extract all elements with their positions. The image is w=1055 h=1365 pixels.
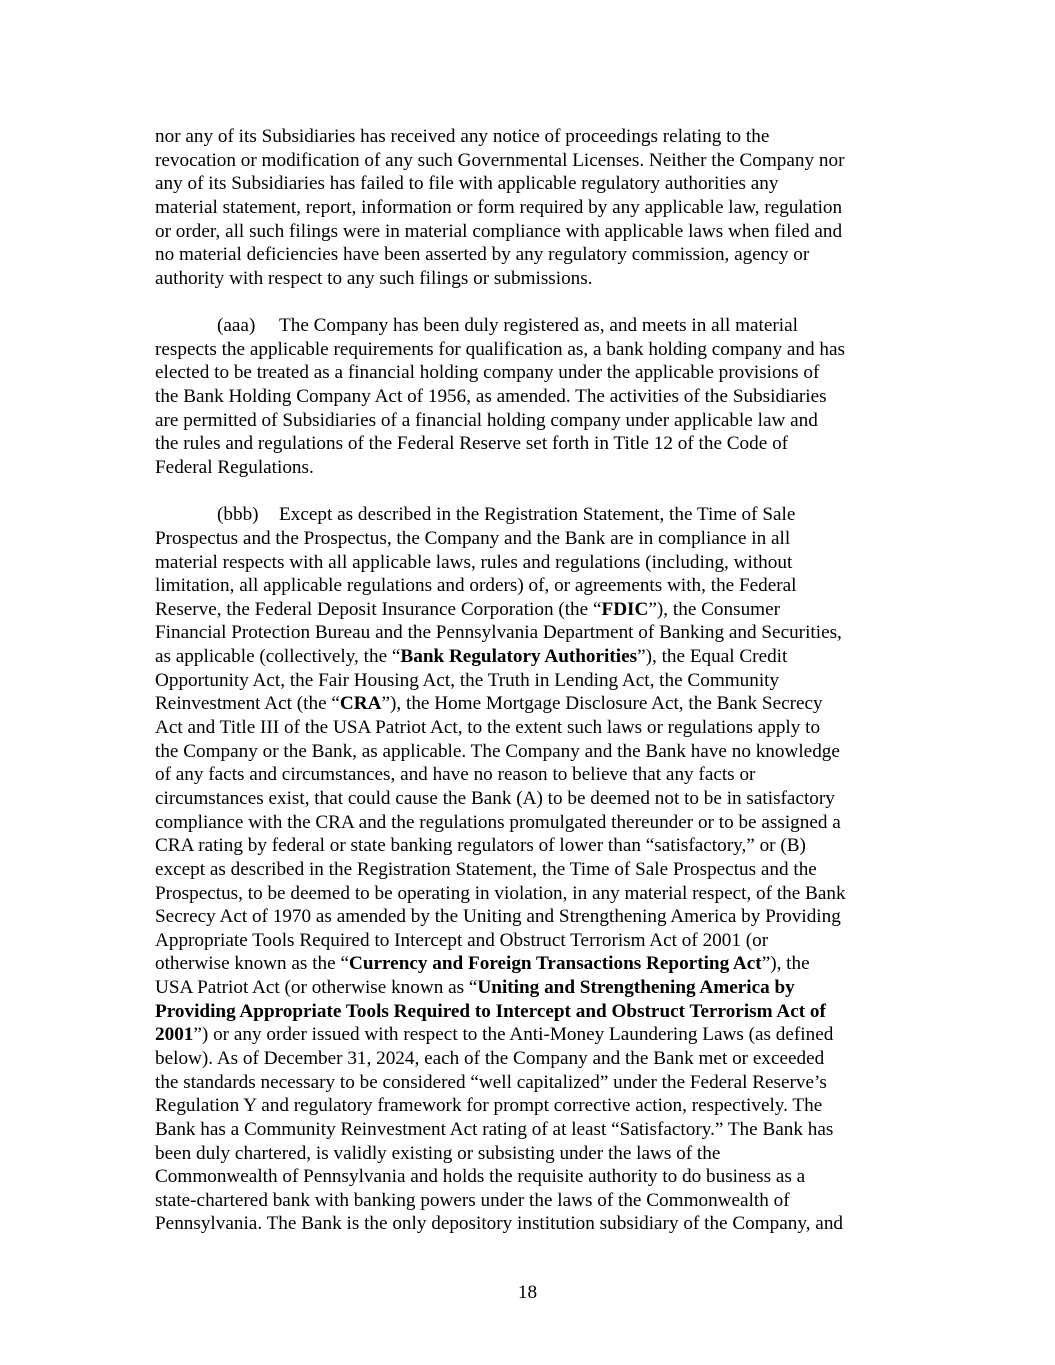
text-run: respects the applicable requirements for qualification as, a bank holding company and has — [155, 338, 845, 360]
text-line — [155, 929, 900, 953]
text-run: any of its Subsidiaries has failed to file with applicable regulatory authorities any — [155, 173, 779, 195]
text-run: Secrecy Act of 1970 as amended by the Uniting and Strengthening America by Providing — [155, 906, 841, 928]
text-run: elected to be treated as a financial holding company under the applicable provisions of — [155, 362, 820, 384]
text-line — [155, 267, 900, 291]
text-line — [155, 527, 900, 551]
text-run: state-chartered bank with banking powers under the laws of the Commonwealth of — [155, 1189, 790, 1211]
text-run: the rules and regulations of the Federal Reserve set forth in Title 12 of the Code of — [155, 433, 789, 455]
text-line — [155, 172, 900, 196]
defined-term: Providing Appropriate Tools Required to Intercept and Obstruct Terrorism Act of — [155, 1000, 826, 1022]
text-line — [155, 598, 900, 622]
paragraph — [155, 125, 900, 290]
text-run: Except as described in the Registration Statement, the Time of Sale — [279, 504, 796, 526]
text-line — [155, 763, 900, 787]
item-label: (bbb) — [217, 504, 259, 526]
text-run: except as described in the Registration Statement, the Time of Sale Prospectus and the — [155, 858, 817, 880]
item-label: (aaa) — [217, 315, 256, 337]
text-run: are permitted of Subsidiaries of a financial holding company under applicable law and — [155, 409, 818, 431]
text-run: Prospectus and the Prospectus, the Company and the Bank are in compliance in all — [155, 527, 791, 549]
text-run: nor any of its Subsidiaries has received any notice of proceedings relating to the — [155, 126, 770, 147]
text-line — [155, 621, 900, 645]
text-run: Appropriate Tools Required to Intercept and Obstruct Terrorism Act of 2001 (or — [155, 929, 769, 951]
text-run: material respects with all applicable laws, rules and regulations (including, without — [155, 551, 793, 573]
text-run: material statement, report, information or form required by any applicable law, regulation — [155, 196, 843, 218]
text-line — [155, 338, 900, 362]
text-line — [155, 1142, 900, 1166]
text-run: revocation or modification of any such Governmental Licenses. Neither the Company nor — [155, 149, 845, 171]
defined-term: 2001 — [155, 1024, 194, 1046]
text-run: Act and Title III of the USA Patriot Act, to the extent such laws or regulations apply to — [155, 717, 821, 739]
text-run: The Company has been duly registered as, and meets in all material — [279, 315, 798, 337]
text-line — [155, 1047, 900, 1071]
text-line — [155, 645, 900, 669]
text-line — [155, 409, 900, 433]
text-line — [155, 740, 900, 764]
text-line — [155, 314, 900, 338]
paragraph — [155, 503, 900, 1236]
text-line — [155, 149, 900, 173]
text-line — [155, 220, 900, 244]
text-run: CRA rating by federal or state banking regulators of lower than “satisfactory,” or (B) — [155, 835, 806, 857]
text-line — [155, 361, 900, 385]
text-line — [155, 858, 900, 882]
text-line — [155, 882, 900, 906]
text-line — [155, 1118, 900, 1142]
text-run: Pennsylvania. The Bank is the only depository institution subsidiary of the Company, and — [155, 1213, 844, 1235]
text-line — [155, 456, 900, 480]
text-line — [155, 952, 900, 976]
text-run: Opportunity Act, the Fair Housing Act, the Truth in Lending Act, the Community — [155, 669, 780, 691]
text-line — [155, 551, 900, 575]
text-run: Commonwealth of Pennsylvania and holds the requisite authority to do business as a — [155, 1166, 806, 1188]
text-line — [155, 716, 900, 740]
text-line — [155, 1165, 900, 1189]
text-run: authority with respect to any such filings or submissions. — [155, 267, 593, 289]
text-line — [155, 692, 900, 716]
defined-term: Currency and Foreign Transactions Reporting Act — [348, 953, 762, 975]
defined-term: Bank Regulatory Authorities — [400, 646, 638, 668]
text-line — [155, 1000, 900, 1024]
text-run: Federal Regulations. — [155, 456, 314, 478]
text-run: ”), the Consumer — [648, 598, 781, 620]
text-run: limitation, all applicable regulations and orders) of, or agreements with, the Federal — [155, 575, 797, 597]
text-run: the standards necessary to be considered “well capitalized” under the Federal Reserve’s — [155, 1071, 827, 1093]
text-line — [155, 1212, 900, 1236]
text-run: Financial Protection Bureau and the Pennsylvania Department of Banking and Securities, — [155, 622, 842, 644]
text-run: as applicable (collectively, the “ — [155, 646, 401, 668]
text-line — [155, 385, 900, 409]
paragraph — [155, 314, 900, 479]
text-run: Reinvestment Act (the “ — [155, 693, 340, 715]
text-run: below). As of December 31, 2024, each of the Company and the Bank met or exceeded — [155, 1047, 825, 1069]
text-run: Prospectus, to be deemed to be operating in violation, in any material respect, of the Bank — [155, 882, 846, 904]
text-line — [155, 811, 900, 835]
text-run: otherwise known as the “ — [155, 953, 349, 975]
text-run: the Company or the Bank, as applicable. The Company and the Bank have no knowledge — [155, 740, 840, 762]
text-line — [155, 1023, 900, 1047]
defined-term: Uniting and Strengthening America by — [477, 977, 795, 999]
page-number: 18 — [517, 1282, 538, 1303]
text-line — [155, 905, 900, 929]
text-run: no material deficiencies have been asserted by any regulatory commission, agency or — [155, 244, 810, 266]
defined-term: FDIC — [601, 598, 649, 620]
text-line — [155, 432, 900, 456]
text-line — [155, 1071, 900, 1095]
text-line — [155, 1189, 900, 1213]
document-body — [155, 125, 900, 1260]
text-run: ”), the Equal Credit — [637, 646, 788, 668]
text-run: Reserve, the Federal Deposit Insurance Corporation (the “ — [155, 598, 602, 620]
text-run: Bank has a Community Reinvestment Act rating of at least “Satisfactory.” The Bank has — [155, 1118, 834, 1140]
text-run: ”), the — [761, 953, 810, 975]
text-line — [155, 669, 900, 693]
text-line — [155, 1094, 900, 1118]
text-run: Regulation Y and regulatory framework for prompt corrective action, respectively. The — [155, 1095, 823, 1117]
text-line — [155, 976, 900, 1000]
text-run: or order, all such filings were in material compliance with applicable laws when filed and — [155, 220, 843, 242]
defined-term: CRA — [339, 693, 382, 715]
text-line — [155, 125, 900, 149]
text-run: circumstances exist, that could cause the Bank (A) to be deemed not to be in satisfactory — [155, 787, 835, 809]
text-run: of any facts and circumstances, and have no reason to believe that any facts or — [155, 764, 756, 786]
text-line — [155, 787, 900, 811]
text-line — [155, 834, 900, 858]
text-line — [155, 574, 900, 598]
text-run: the Bank Holding Company Act of 1956, as amended. The activities of the Subsidiaries — [155, 386, 827, 408]
text-line — [155, 503, 900, 527]
text-run: ”) or any order issued with respect to the Anti-Money Laundering Laws (as defined — [193, 1024, 834, 1046]
text-line — [155, 196, 900, 220]
text-run: USA Patriot Act (or otherwise known as “ — [155, 977, 478, 999]
text-run: been duly chartered, is validly existing or subsisting under the laws of the — [155, 1142, 721, 1164]
text-run: ”), the Home Mortgage Disclosure Act, the Bank Secrecy — [381, 693, 823, 715]
text-run: compliance with the CRA and the regulations promulgated thereunder or to be assigned a — [155, 811, 841, 833]
text-line — [155, 243, 900, 267]
